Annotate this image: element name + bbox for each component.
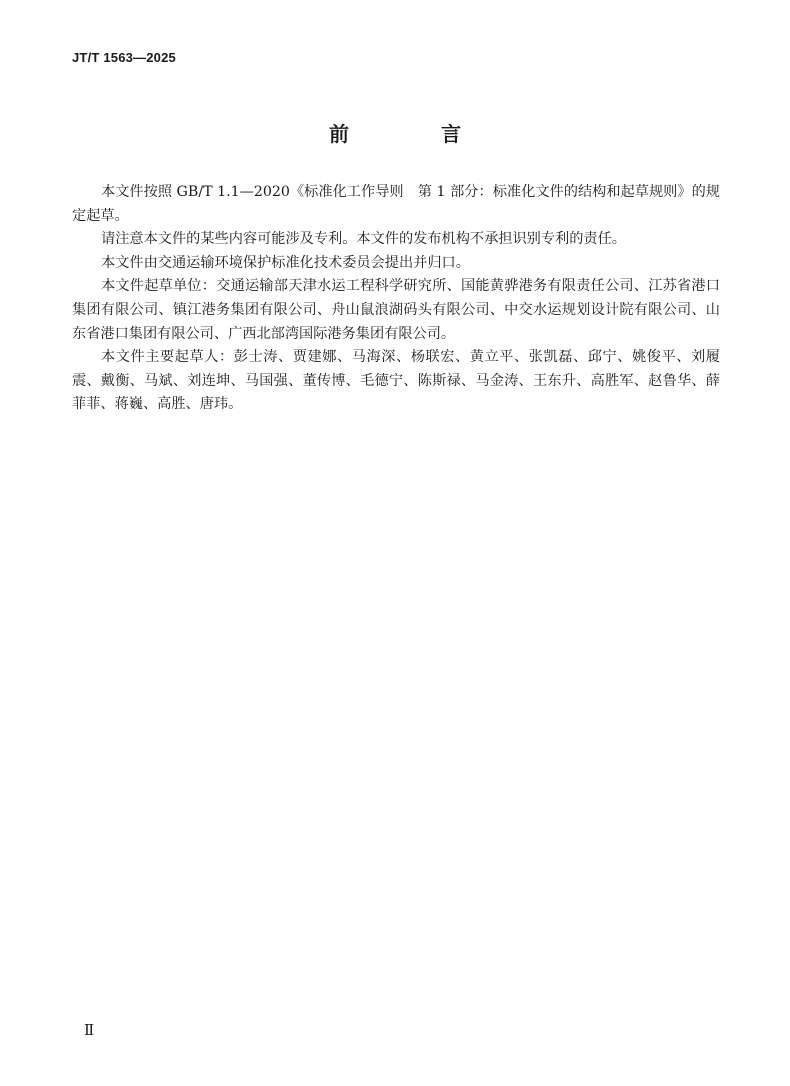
page-title: 前 言 (329, 122, 497, 146)
page-number: Ⅱ (84, 1021, 95, 1039)
paragraph-patent-notice: 请注意本文件的某些内容可能涉及专利。本文件的发布机构不承担识别专利的责任。 (101, 231, 626, 248)
paragraph-drafting-units: 本文件起草单位：交通运输部天津水运工程科学研究所、国能黄骅港务有限责任公司、江苏省港口集团有限公司、镇江港务集团有限公司、舟山鼠浪湖码头有限公司、中交水运规划设计院有限公司、山东省港口集团有限公司、广西北部湾国际港务集团有限公司。 (72, 278, 720, 342)
preface-body (72, 181, 720, 417)
paragraph-drafters: 本文件主要起草人：彭士涛、贾建娜、马海深、杨联宏、黄立平、张凯磊、邱宁、姚俊平、刘履震、戴衡、马斌、刘连坤、马国强、董传博、毛德宁、陈斯禄、马金涛、王东升、高胜军、赵鲁华、薛菲菲、蒋巍、高胜、唐玮。 (72, 349, 720, 413)
paragraph-proposing-committee: 本文件由交通运输环境保护标准化技术委员会提出并归口。 (101, 254, 470, 271)
paragraph-drafting-rules: 本文件按照 GB/T 1.1—2020《标准化工作导则 第 1 部分：标准化文件的结构和起草规则》的规定起草。 (72, 184, 720, 224)
standard-code-header: JT/T 1563—2025 (72, 50, 176, 65)
